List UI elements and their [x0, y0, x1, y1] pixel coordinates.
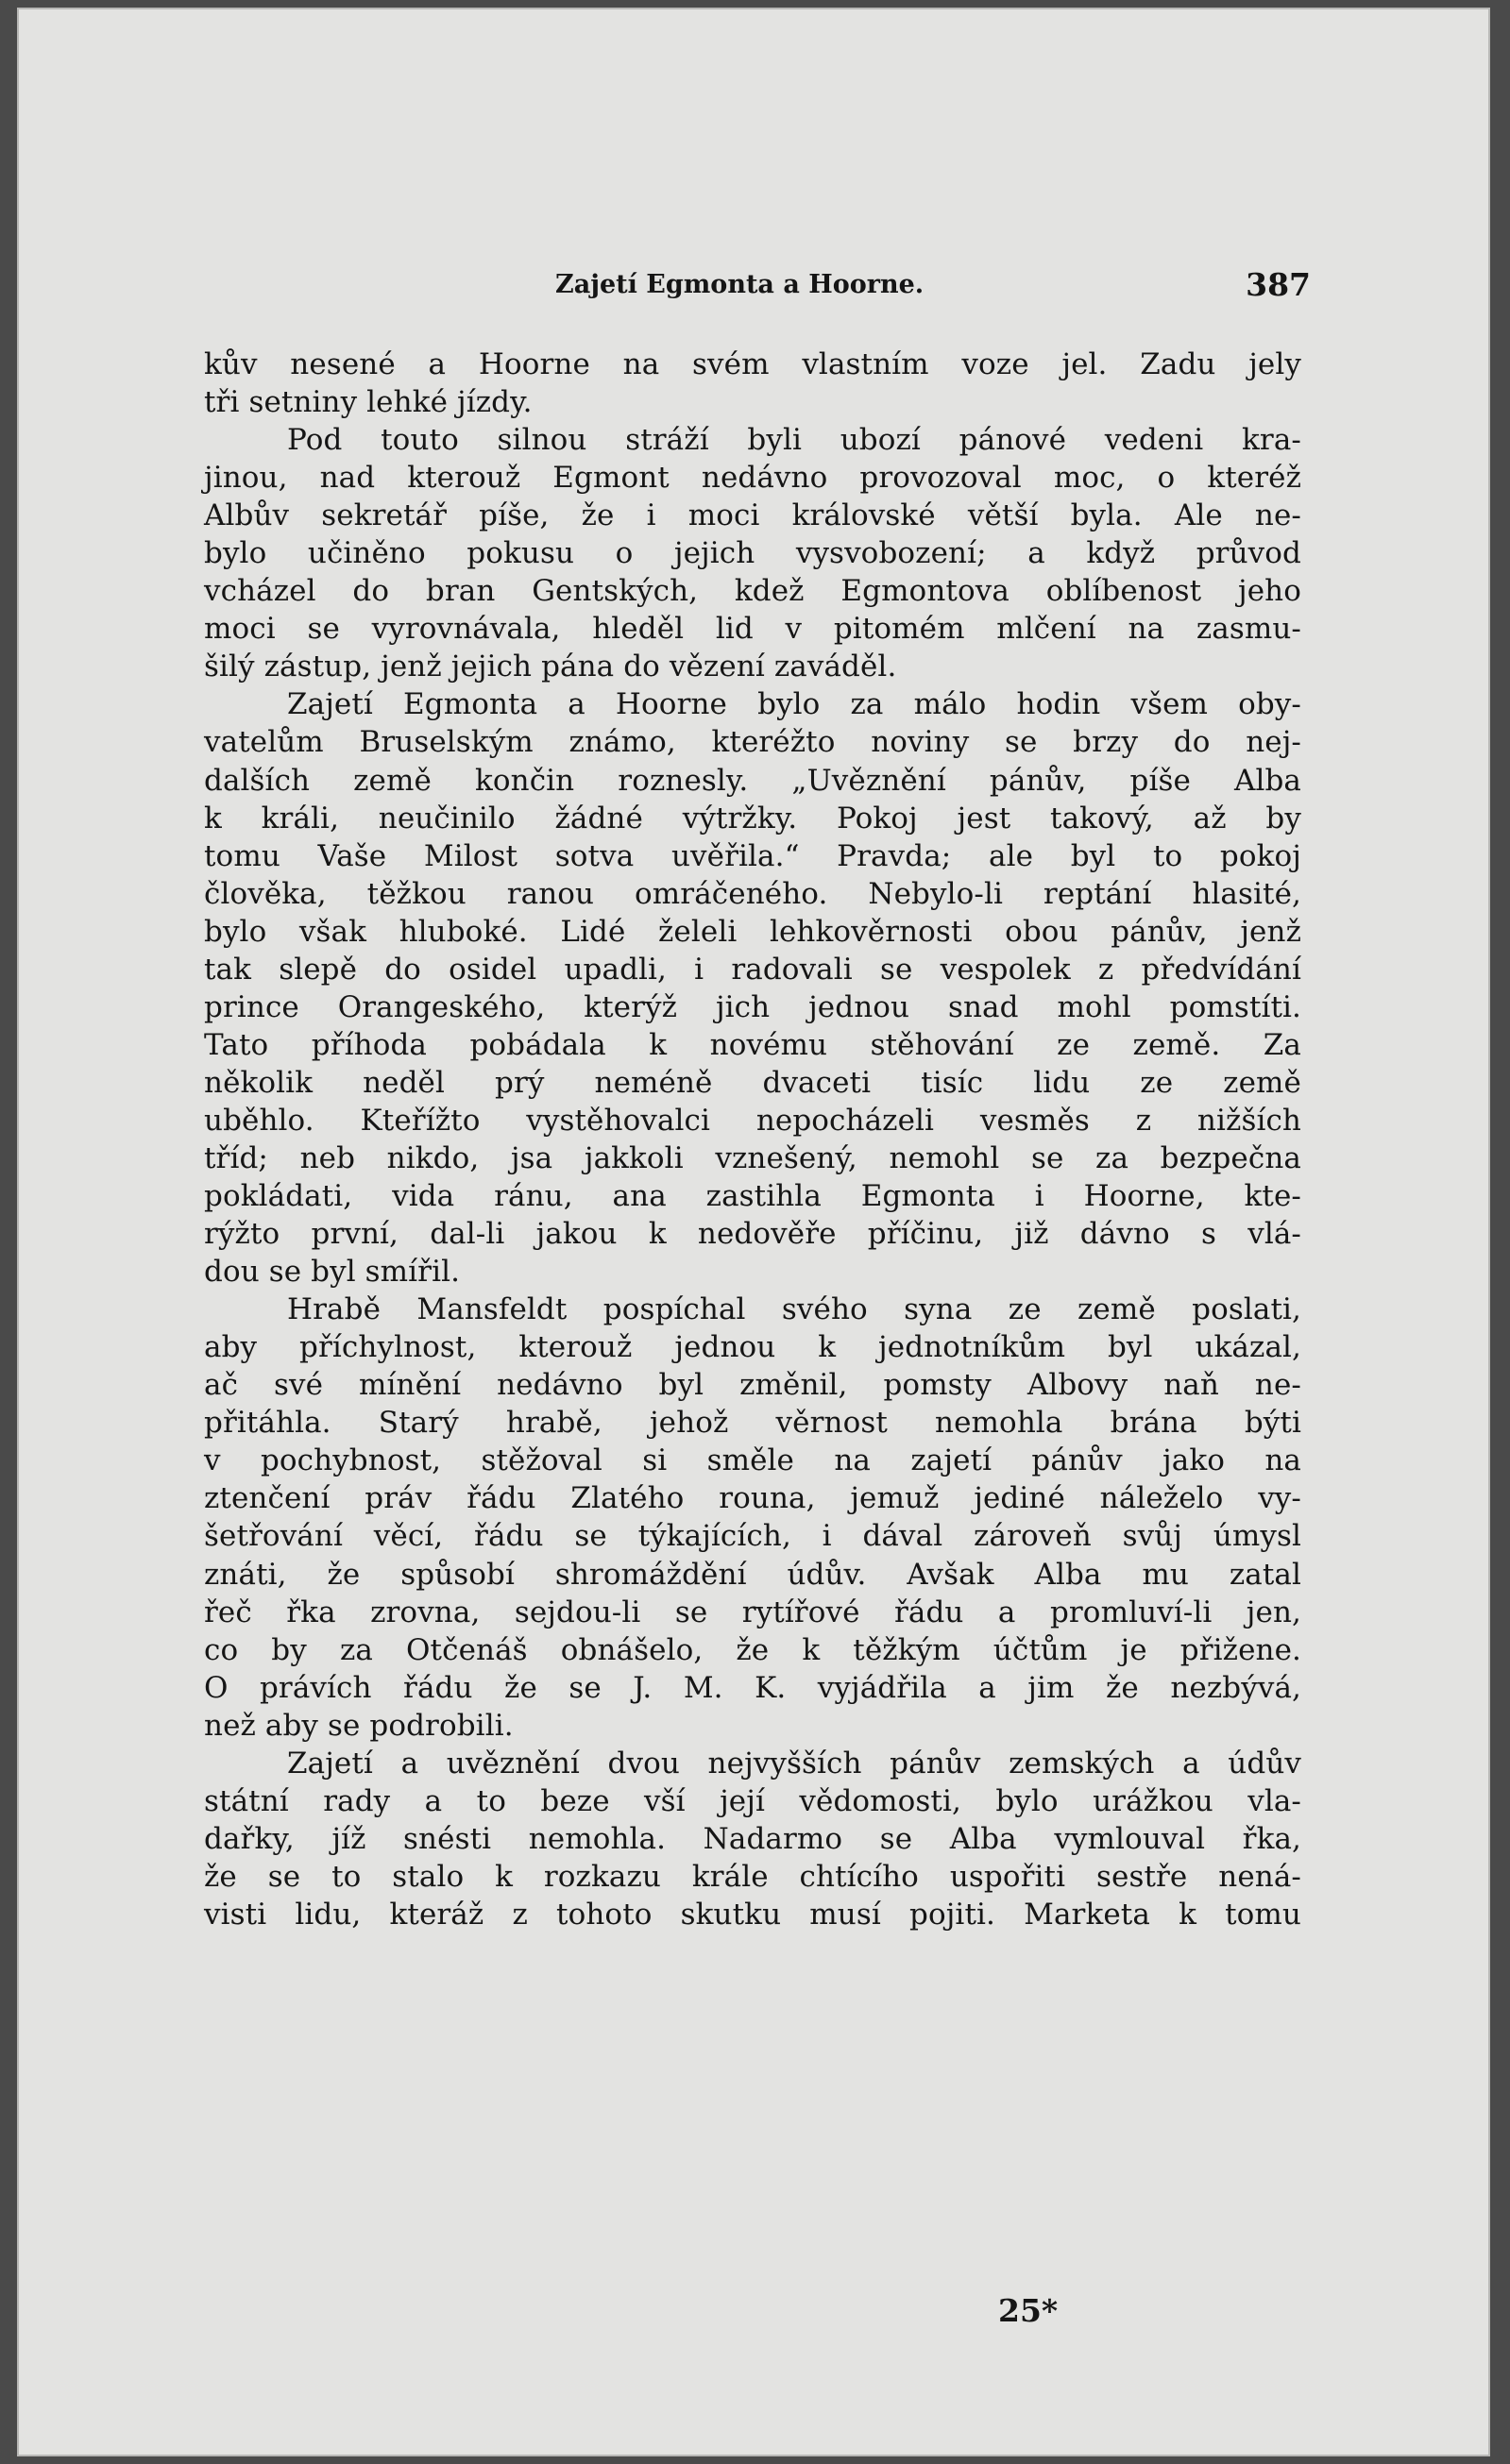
- text-line: k králi, neučinilo žádné výtržky. Pokoj jest takový, až by: [204, 801, 1301, 835]
- text-line: znáti, že spůsobí shromáždění údův. Avšak Alba mu zatal: [204, 1557, 1301, 1592]
- text-line: tři setniny lehké jízdy.: [204, 385, 533, 420]
- page-number: 387: [1246, 266, 1311, 303]
- text-line: Pod touto silnou stráží byli ubozí pánové vedeni kra-: [287, 423, 1301, 458]
- text-line: tak slepě do osidel upadli, i radovali se vespolek z předvídání: [204, 952, 1301, 987]
- text-line: šilý zástup, jenž jejich pána do vězení zaváděl.: [204, 650, 897, 684]
- text-line: Zajetí a uvěznění dvou nejvyšších pánův zemských a údův: [287, 1746, 1301, 1780]
- page-header: [204, 262, 1311, 319]
- text-line: moci se vyrovnávala, hleděl lid v pitomém mlčení na zasmu-: [204, 612, 1301, 647]
- text-line: kův nesené a Hoorne na svém vlastním voze jel. Zadu jely: [204, 347, 1301, 381]
- text-line: ač své mínění nedávno byl změnil, pomsty Albovy naň ne-: [204, 1368, 1301, 1403]
- text-line: Tato příhoda pobádala k novému stěhování ze země. Za: [204, 1027, 1301, 1062]
- text-line: státní rady a to beze vší její vědomosti, bylo urážkou vla-: [204, 1783, 1301, 1818]
- text-line: bylo však hluboké. Lidé želeli lehkověrnosti obou pánův, jenž: [204, 914, 1301, 949]
- scanned-page: [17, 8, 1490, 2456]
- text-line: jinou, nad kterouž Egmont nedávno provozoval moc, o kteréž: [204, 461, 1301, 496]
- text-line: rýžto první, dal-li jakou k nedověře příčinu, již dávno s vlá-: [204, 1217, 1301, 1252]
- text-line: Hrabě Mansfeldt pospíchal svého syna ze země poslati,: [287, 1292, 1301, 1327]
- text-line: aby příchylnost, kterouž jednou k jednotníkům byl ukázal,: [204, 1330, 1301, 1365]
- text-line: ztenčení práv řádu Zlatého rouna, jemuž jediné náleželo vy-: [204, 1481, 1301, 1516]
- text-line: několik neděl prý neméně dvaceti tisíc lidu ze země: [204, 1065, 1301, 1100]
- text-line: Albův sekretář píše, že i moci královské větší byla. Ale ne-: [204, 498, 1301, 533]
- printer-signature: 25*: [998, 2292, 1059, 2329]
- text-line: dařky, jíž snésti nemohla. Nadarmo se Alba vymlouval řka,: [204, 1821, 1301, 1856]
- text-line: prince Orangeského, kterýž jich jednou snad mohl pomstíti.: [204, 989, 1301, 1024]
- text-line: člověka, těžkou ranou omráčeného. Nebylo-li reptání hlasité,: [204, 876, 1301, 911]
- text-line: šetřování věcí, řádu se týkajících, i dával zároveň svůj úmysl: [204, 1519, 1301, 1554]
- running-title: Zajetí Egmonta a Hoorne.: [555, 270, 925, 299]
- text-line: visti lidu, kteráž z tohoto skutku musí pojiti. Marketa k tomu: [204, 1897, 1301, 1932]
- text-line: než aby se podrobili.: [204, 1708, 514, 1743]
- book-page: [204, 262, 1311, 2329]
- text-line: v pochybnost, stěžoval si směle na zajetí pánův jako na: [204, 1443, 1301, 1478]
- text-line: dalších země končin roznesly. „Uvěznění pánův, píše Alba: [204, 763, 1301, 798]
- text-line: že se to stalo k rozkazu krále chtícího uspořiti sestře nená-: [204, 1859, 1301, 1894]
- text-line: přitáhla. Starý hrabě, jehož věrnost nemohla brána býti: [204, 1406, 1301, 1441]
- text-line: bylo učiněno pokusu o jejich vysvobození; a když průvod: [204, 536, 1301, 571]
- text-line: uběhlo. Kteřížto vystěhovalci nepocházeli vesměs z nižších: [204, 1103, 1301, 1138]
- text-line: co by za Otčenáš obnášelo, že k těžkým účtům je přižene.: [204, 1632, 1301, 1667]
- body-text: [204, 346, 1301, 1933]
- text-line: vatelům Bruselským známo, kteréžto noviny se brzy do nej-: [204, 725, 1301, 760]
- text-line: tomu Vaše Milost sotva uvěřila.“ Pravda; ale byl to pokoj: [204, 838, 1301, 873]
- text-line: vcházel do bran Gentských, kdež Egmontova oblíbenost jeho: [204, 574, 1301, 609]
- text-line: tříd; neb nikdo, jsa jakkoli vznešený, nemohl se za bezpečna: [204, 1140, 1301, 1175]
- text-line: O právích řádu že se J. M. K. vyjádřila a jim že nezbývá,: [204, 1670, 1301, 1705]
- text-line: řeč řka zrovna, sejdou-li se rytířové řádu a promluví-li jen,: [204, 1595, 1301, 1629]
- text-line: Zajetí Egmonta a Hoorne bylo za málo hodin všem oby-: [287, 687, 1301, 722]
- text-line: dou se byl smířil.: [204, 1255, 461, 1290]
- text-line: pokládati, vida ránu, ana zastihla Egmonta i Hoorne, kte-: [204, 1179, 1301, 1214]
